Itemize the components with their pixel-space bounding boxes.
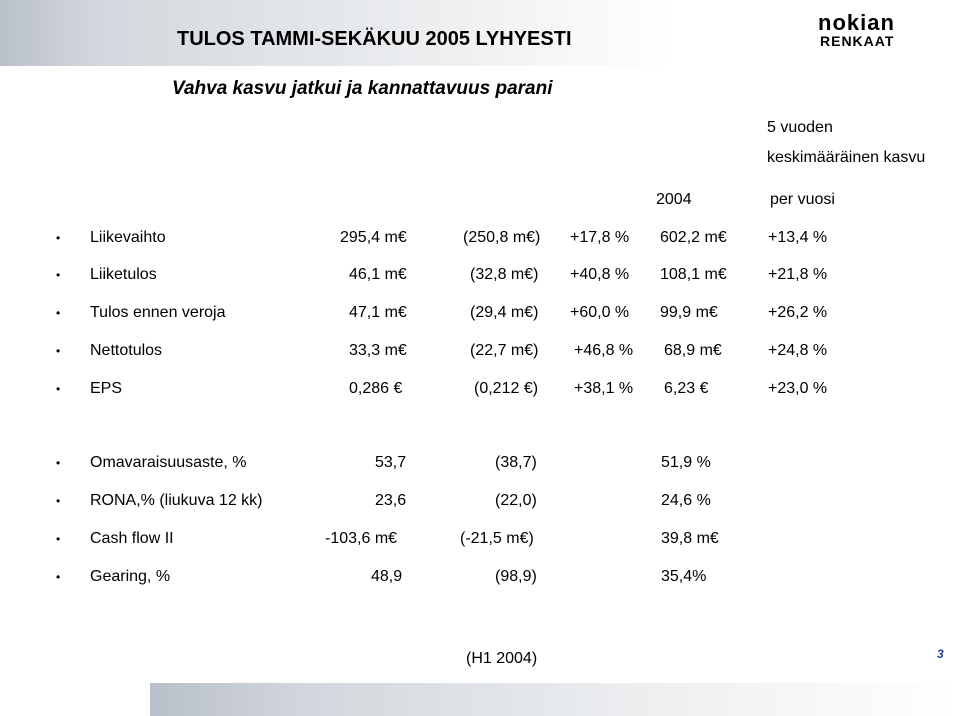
row-label: Liikevaihto	[90, 229, 166, 246]
row-label: Cash flow II	[90, 530, 174, 547]
value-2004: 6,23 €	[664, 380, 709, 397]
row-label: RONA,% (liukuva 12 kk)	[90, 492, 263, 509]
value-h1-2004: (-21,5 m€)	[460, 530, 534, 547]
value-h1-2005: 0,286 €	[349, 380, 403, 397]
logo-text-top: nokian	[818, 10, 895, 35]
bullet-icon: •	[56, 268, 61, 282]
value-change: +40,8 %	[570, 266, 630, 283]
row-label: EPS	[90, 380, 123, 397]
bullet-icon: •	[56, 532, 61, 546]
value-avg-growth: +26,2 %	[768, 304, 828, 321]
avg-growth-header-line3: per vuosi	[770, 191, 835, 208]
value-2004: 99,9 m€	[660, 304, 718, 321]
slide-subtitle: Vahva kasvu jatkui ja kannattavuus parani	[172, 78, 553, 99]
value-h1-2005: 48,9	[371, 568, 403, 585]
year-header: 2004	[656, 191, 692, 208]
row-label: Liiketulos	[90, 266, 157, 283]
value-avg-growth: +23,0 %	[768, 380, 828, 397]
bullet-icon: •	[56, 494, 61, 508]
row-label: Nettotulos	[90, 342, 163, 359]
value-h1-2005: 23,6	[375, 492, 407, 509]
row-label: Tulos ennen veroja	[90, 304, 226, 321]
bullet-icon: •	[56, 456, 61, 470]
value-h1-2005: 47,1 m€	[349, 304, 407, 321]
value-h1-2004: (38,7)	[495, 454, 537, 471]
bullet-icon: •	[56, 344, 61, 358]
value-h1-2004: (22,0)	[495, 492, 537, 509]
value-h1-2005: 295,4 m€	[340, 229, 407, 246]
value-2004: 108,1 m€	[660, 266, 727, 283]
bullet-icon: •	[56, 306, 61, 320]
value-h1-2004: (250,8 m€)	[463, 229, 541, 246]
page-number: 3	[937, 647, 944, 661]
value-2004: 24,6 %	[661, 492, 711, 509]
value-2004: 602,2 m€	[660, 229, 727, 246]
value-change: +38,1 %	[574, 380, 634, 397]
avg-growth-header-line2: keskimääräinen kasvu	[767, 149, 926, 166]
logo-text-bottom: RENKAAT	[820, 33, 895, 49]
value-2004: 51,9 %	[661, 454, 711, 471]
value-h1-2004: (32,8 m€)	[470, 266, 539, 283]
value-avg-growth: +21,8 %	[768, 266, 828, 283]
row-label: Omavaraisuusaste, %	[90, 454, 247, 471]
value-h1-2004: (29,4 m€)	[470, 304, 539, 321]
slide-title: TULOS TAMMI-SEKÄKUU 2005 LYHYESTI	[177, 28, 572, 50]
bullet-icon: •	[56, 570, 61, 584]
bullet-icon: •	[56, 382, 61, 396]
bullet-icon: •	[56, 231, 61, 245]
value-2004: 68,9 m€	[664, 342, 722, 359]
value-avg-growth: +24,8 %	[768, 342, 828, 359]
value-change: +46,8 %	[574, 342, 634, 359]
value-avg-growth: +13,4 %	[768, 229, 828, 246]
value-change: +60,0 %	[570, 304, 630, 321]
value-h1-2004: (98,9)	[495, 568, 537, 585]
avg-growth-header-line1: 5 vuoden	[767, 119, 833, 136]
value-h1-2005: 46,1 m€	[349, 266, 407, 283]
footer-band	[150, 683, 960, 716]
value-change: +17,8 %	[570, 229, 630, 246]
row-label: Gearing, %	[90, 568, 171, 585]
value-h1-2005: 53,7	[375, 454, 407, 471]
value-2004: 39,8 m€	[661, 530, 719, 547]
value-h1-2004: (0,212 €)	[474, 380, 539, 397]
value-h1-2005: 33,3 m€	[349, 342, 407, 359]
value-h1-2005: -103,6 m€	[325, 530, 398, 547]
comparison-period-note: (H1 2004)	[466, 650, 538, 667]
company-logo	[818, 12, 930, 48]
value-2004: 35,4%	[661, 568, 707, 585]
value-h1-2004: (22,7 m€)	[470, 342, 539, 359]
